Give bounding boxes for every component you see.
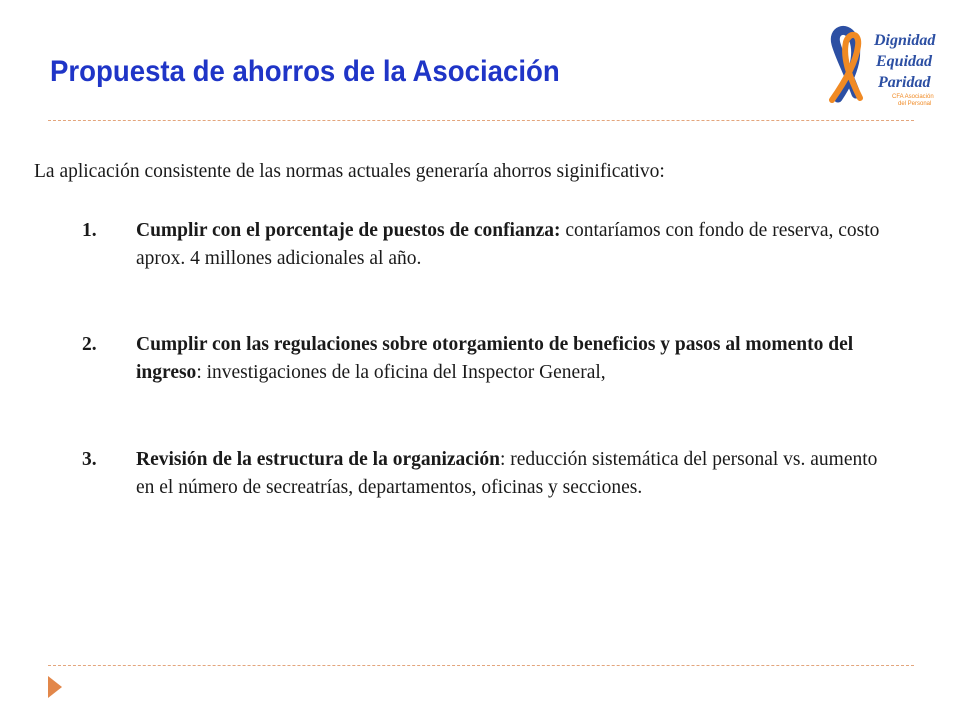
list-item <box>82 331 894 387</box>
logo-caption-line-2: del Personal <box>898 101 932 107</box>
list-item-heading: Revisión de la estructura de la organización <box>136 449 500 470</box>
triangle-right-icon <box>48 676 62 698</box>
list-item-body: contaríamos con fondo de reserva, costo aprox. 4 millones adicionales al año. <box>136 220 880 269</box>
list-item-body: : investigaciones de la oficina del Inspector General, <box>196 362 606 383</box>
list-item-text <box>136 446 894 502</box>
list-item <box>82 446 894 502</box>
list-item-heading: Cumplir con el porcentaje de puestos de confianza: <box>136 220 561 241</box>
list-item-text <box>136 331 894 387</box>
logo-word-3: Paridad <box>878 74 931 91</box>
association-logo <box>818 24 944 112</box>
list-number: 3. <box>82 449 97 470</box>
list-item-text <box>136 217 894 273</box>
logo-word-1: Dignidad <box>874 32 936 49</box>
slide-title: Propuesta de ahorros de la Asociación <box>50 55 560 88</box>
logo-caption-line-1: CFA Asociación <box>892 94 934 100</box>
list-number: 2. <box>82 334 97 355</box>
intro-text: La aplicación consistente de las normas actuales generaría ahorros siginificativo: <box>34 161 665 182</box>
list-item-body: : reducción sistemática del personal vs. aumento en el número de secreatrías, departamentos, oficinas y secciones. <box>136 449 878 498</box>
list-number: 1. <box>82 220 97 241</box>
top-divider <box>48 120 914 121</box>
list-item <box>82 217 894 273</box>
bottom-divider <box>48 665 914 666</box>
list-item-heading: Cumplir con las regulaciones sobre otorgamiento de beneficios y pasos al momento del ingreso <box>136 334 854 383</box>
logo-word-2: Equidad <box>876 53 933 70</box>
awareness-ribbon-icon <box>832 30 860 100</box>
